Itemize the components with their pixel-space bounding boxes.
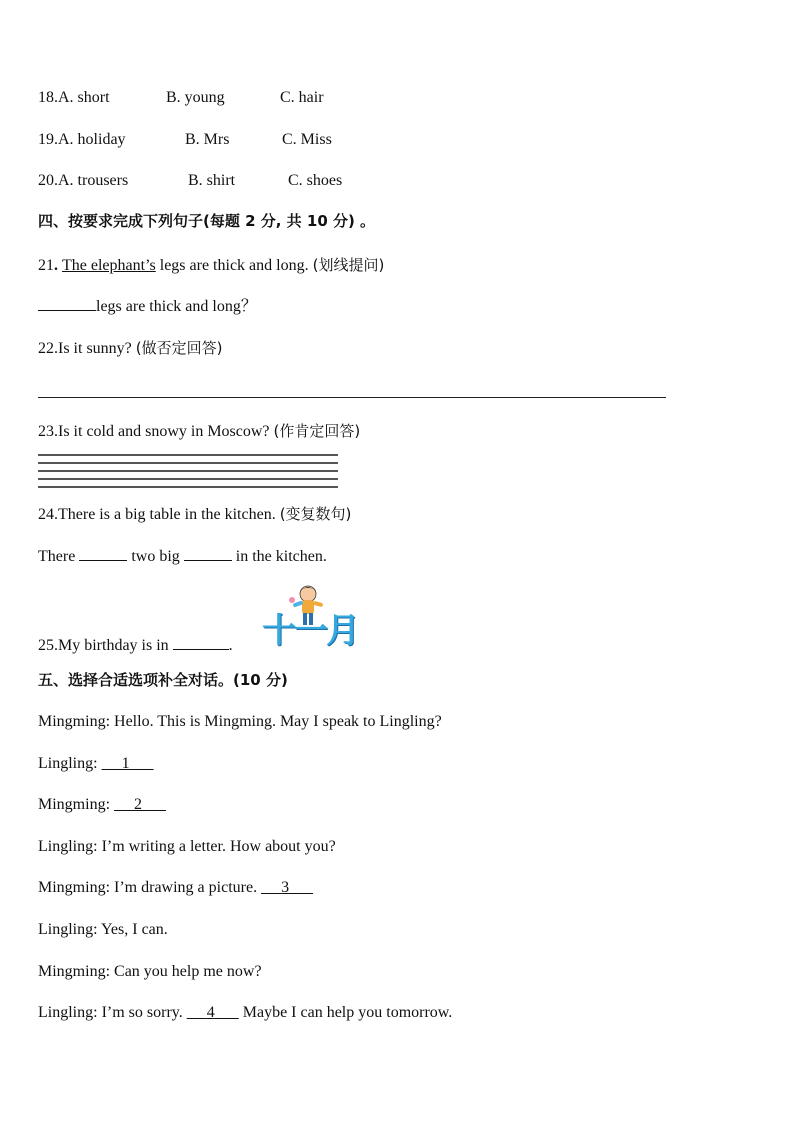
dialogue-text: Maybe I can help you tomorrow. <box>238 1004 453 1021</box>
question-18 <box>38 88 110 108</box>
instruction-hint: (作肯定回答) <box>273 422 361 440</box>
dialogue-line <box>38 795 166 815</box>
instruction-hint: (变复数句) <box>279 505 352 523</box>
question-text: legs are thick and long. <box>155 257 313 274</box>
speaker-name: Lingling: <box>38 838 102 855</box>
question-19 <box>38 130 126 150</box>
option-c: C. Miss <box>282 131 332 148</box>
question-end: . <box>228 637 233 654</box>
option-a: A. short <box>58 89 110 106</box>
dialogue-line <box>38 962 262 982</box>
question-number: 20. <box>38 172 58 189</box>
answer-line[interactable] <box>38 478 338 480</box>
question-number: 21 <box>38 257 54 274</box>
dialogue-text: Can you help me now? <box>114 963 262 980</box>
answer-text: in the kitchen. <box>231 548 327 565</box>
november-text: 十一月 <box>262 611 358 651</box>
section-5-heading: 五、选择合适选项补全对话。(10 分) <box>38 671 288 689</box>
speaker-name: Lingling: <box>38 921 101 938</box>
option-b: B. shirt <box>188 172 236 189</box>
answer-blank[interactable] <box>184 546 232 561</box>
dialogue-line <box>38 712 442 732</box>
dialogue-line <box>38 1003 452 1023</box>
dialogue-blank[interactable]: 3 <box>281 879 290 896</box>
question-text: 22.Is it sunny? <box>38 340 136 357</box>
question-24 <box>38 504 351 525</box>
dialogue-text: Hello. This is Mingming. May I speak to Lingling? <box>114 713 442 730</box>
option-c: C. shoes <box>288 172 343 189</box>
dialogue-text: I’m so sorry. <box>101 1004 187 1021</box>
dialogue-blank[interactable]: 2 <box>134 796 143 813</box>
underlined-phrase: The elephant’s <box>62 257 156 274</box>
dialogue-line <box>38 754 154 774</box>
question-20 <box>38 171 128 191</box>
speaker-name: Mingming: <box>38 963 115 980</box>
dialogue-text: I’m drawing a picture. <box>114 879 262 896</box>
instruction-hint: (做否定回答) <box>135 339 223 357</box>
speaker-name: Lingling: <box>38 755 102 772</box>
dialogue-text: I’m writing a letter. How about you? <box>101 838 336 855</box>
answer-line[interactable] <box>38 470 338 472</box>
question-25 <box>38 635 233 656</box>
answer-24 <box>38 546 327 567</box>
speaker-name: Lingling: <box>38 1004 102 1021</box>
section-4-heading: 四、按要求完成下列句子(每题 2 分, 共 10 分) 。 <box>38 212 376 230</box>
answer-text: legs are thick and long？ <box>96 298 257 315</box>
answer-blank[interactable] <box>38 296 96 311</box>
dialogue-line <box>38 837 336 857</box>
november-illustration <box>262 580 358 650</box>
answer-blank[interactable] <box>79 546 127 561</box>
dialogue-blank[interactable]: 4 <box>206 1004 215 1021</box>
question-number: 19. <box>38 131 58 148</box>
speaker-name: Mingming: <box>38 713 115 730</box>
answer-line[interactable] <box>38 397 666 398</box>
question-23 <box>38 421 360 442</box>
question-number: 18. <box>38 89 58 106</box>
question-21: 21. The elephant’s legs are thick and long. (划线提问) <box>38 256 385 274</box>
answer-text: There <box>38 548 80 565</box>
question-text: 23.Is it cold and snowy in Moscow? <box>38 423 274 440</box>
answer-blank[interactable] <box>173 635 229 650</box>
option-c: C. hair <box>280 89 324 106</box>
speaker-name: Mingming: <box>38 879 115 896</box>
question-22 <box>38 338 223 359</box>
dialogue-blank[interactable]: 1 <box>121 755 130 772</box>
option-a: A. trousers <box>58 172 129 189</box>
answer-21 <box>38 296 257 317</box>
question-text: 25.My birthday is in <box>38 637 173 654</box>
dialogue-line <box>38 920 168 940</box>
speaker-name: Mingming: <box>38 796 115 813</box>
answer-line[interactable] <box>38 462 338 464</box>
answer-line[interactable] <box>38 486 338 488</box>
dialogue-line <box>38 878 313 898</box>
option-b: B. Mrs <box>185 131 230 148</box>
dialogue-text: Yes, I can. <box>100 921 168 938</box>
answer-line[interactable] <box>38 454 338 456</box>
answer-text: two big <box>127 548 184 565</box>
option-a: A. holiday <box>58 131 126 148</box>
option-b: B. young <box>166 89 225 106</box>
instruction-hint: (划线提问) <box>312 256 385 274</box>
question-text: 24.There is a big table in the kitchen. <box>38 506 280 523</box>
